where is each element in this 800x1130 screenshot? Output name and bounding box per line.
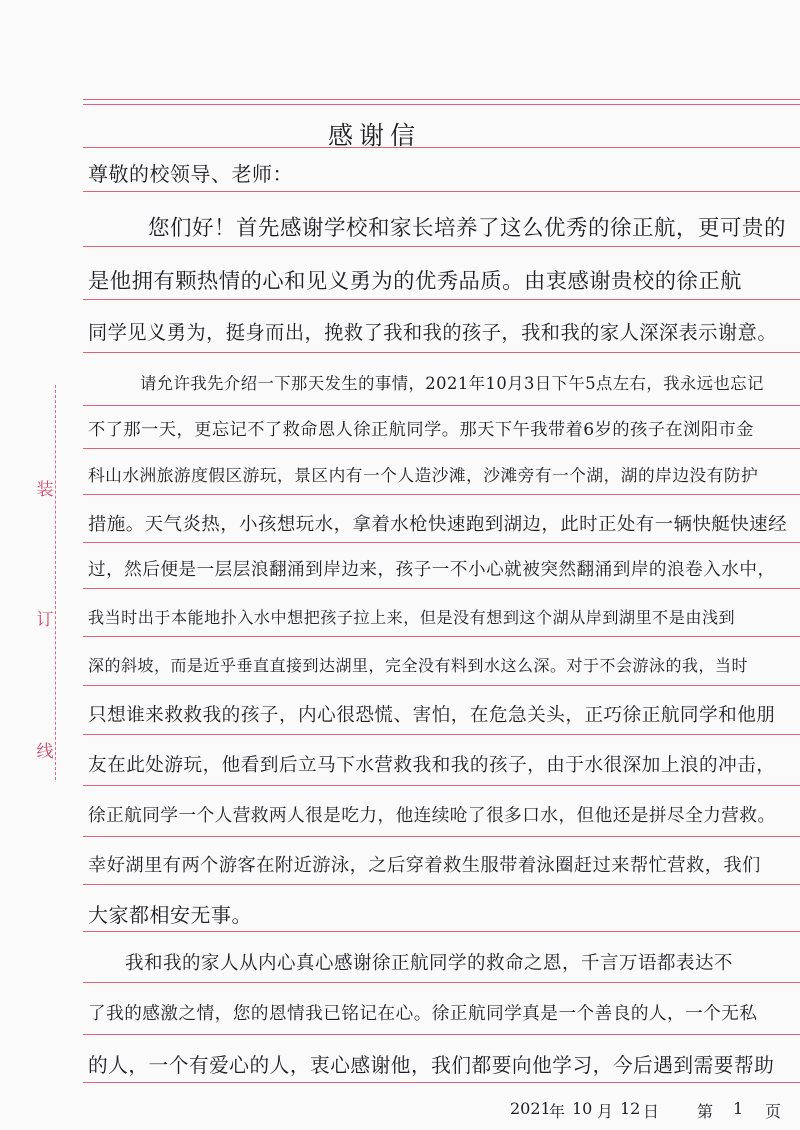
footer-page-suffix: 页 xyxy=(765,1102,782,1121)
letter-line: 大家都相安无事。 xyxy=(88,903,252,927)
letter-title: 感谢信 xyxy=(328,121,422,150)
binding-mark-ding: 订 xyxy=(36,610,54,630)
footer-year-value: 2021 xyxy=(510,1099,551,1118)
footer-day-label: 日 xyxy=(643,1102,660,1121)
footer-month-label: 月 xyxy=(597,1102,614,1121)
letter-greeting: 尊敬的校领导、老师： xyxy=(88,162,293,186)
header-double-rule xyxy=(83,99,800,105)
letter-line: 不了那一天，更忘记不了救命恩人徐正航同学。那天下午我带着6岁的孩子在浏阳市金 xyxy=(88,420,754,440)
footer-month-value: 10 xyxy=(572,1099,593,1118)
letter-line: 同学见义勇为，挺身而出，挽救了我和我的孩子，我和我的家人深深表示谢意。 xyxy=(88,321,778,344)
footer-page-prefix: 第 xyxy=(697,1102,714,1121)
letter-line: 友在此处游玩，他看到后立马下水营救我和我的孩子，由于水很深加上浪的冲击， xyxy=(88,755,776,776)
letter-line: 徐正航同学一个人营救两人很是吃力，他连续呛了很多口水，但他还是拼尽全力营救。 xyxy=(88,806,776,826)
binding-mark-xian: 线 xyxy=(36,742,54,762)
letter-line: 深的斜坡，而是近乎垂直直接到达湖里，完全没有料到水这么深。对于不会游泳的我，当时 xyxy=(88,656,749,675)
letter-line: 措施。天气炎热，小孩想玩水，拿着水枪快速跑到湖边，此时正处有一辆快艇快速经 xyxy=(88,514,787,535)
letter-line: 科山水洲旅游度假区游玩，景区内有一个人造沙滩，沙滩旁有一个湖，湖的岸边没有防护 xyxy=(88,465,759,485)
letter-line: 请允许我先介绍一下那天发生的事情，2021年10月3日下午5点左右，我永远也忘记 xyxy=(140,374,764,393)
letter-line: 过，然后便是一层层浪翻涌到岸边来，孩子一不小心就被突然翻涌到岸的浪卷入水中， xyxy=(88,560,776,580)
letter-line: 了我的感激之情，您的恩情我已铭记在心。徐正航同学真是一个善良的人，一个无私 xyxy=(88,1004,758,1024)
letter-line: 我当时出于本能地扑入水中想把孩子拉上来，但是没有想到这个湖从岸到湖里不是由浅到 xyxy=(88,608,736,627)
footer-page-number: 1 xyxy=(733,1099,744,1118)
letter-line: 您们好！首先感谢学校和家长培养了这么优秀的徐正航，更可贵的 xyxy=(148,216,787,241)
letter-line: 是他拥有颗热情的心和见义勇为的优秀品质。由衷感谢贵校的徐正航 xyxy=(88,269,742,294)
binding-mark-zhuang: 装 xyxy=(36,480,54,500)
footer-day-value: 12 xyxy=(620,1099,641,1118)
letter-line: 我和我的家人从内心真心感谢徐正航同学的救命之恩，千言万语都表达不 xyxy=(125,953,734,974)
letter-line: 只想谁来救救我的孩子，内心很恐慌、害怕，在危急关头，正巧徐正航同学和他朋 xyxy=(88,705,776,726)
binding-margin-line xyxy=(55,385,56,780)
letter-line: 的人，一个有爱心的人，衷心感谢他，我们都要向他学习，今后遇到需要帮助 xyxy=(88,1054,775,1077)
footer-year-label: 年 xyxy=(549,1102,566,1121)
letter-line: 幸好湖里有两个游客在附近游泳，之后穿着救生服带着泳圈赶过来帮忙营救，我们 xyxy=(88,855,761,876)
